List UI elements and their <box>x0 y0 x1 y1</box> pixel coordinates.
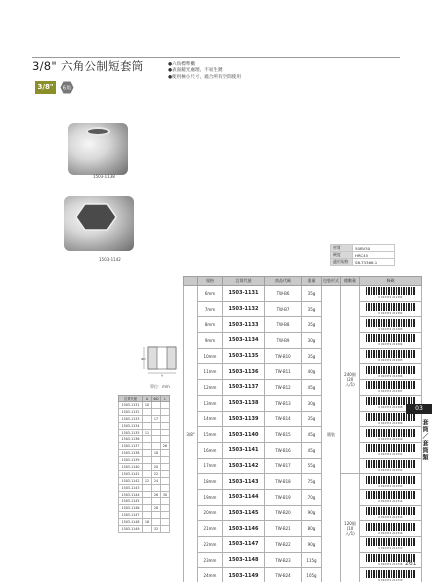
dim-code-cell: 1503-1138 <box>119 450 143 457</box>
photo-caption: 1503-1142 <box>99 257 121 262</box>
order-code-cell: 1503-1137 <box>223 380 265 396</box>
dim-col-l: L <box>161 396 170 402</box>
barcode-digits: 6 912372 211315 <box>378 515 403 519</box>
product-photo-small-socket <box>68 123 128 175</box>
barcode-cell <box>360 505 422 521</box>
weight-cell: 70g <box>302 489 322 505</box>
item-code-cell: TW-B22 <box>265 537 302 553</box>
dim-table-row <box>119 477 170 484</box>
dim-table-row <box>119 505 170 512</box>
table-row <box>184 521 422 537</box>
dim-d-cell <box>152 402 161 409</box>
order-code-cell: 1503-1143 <box>223 474 265 490</box>
barcode-graphic <box>366 570 416 578</box>
dim-a-cell: 16 <box>143 519 152 526</box>
spec-row <box>331 252 395 259</box>
barcode-cell <box>360 333 422 349</box>
barcode-digits: 6 912372 211304 <box>378 343 403 347</box>
dim-a-cell: 12 <box>143 477 152 484</box>
unit-label: 單位：mm <box>150 384 170 389</box>
dim-code-cell: 1503-1135 <box>119 429 143 436</box>
dim-table-row <box>119 512 170 519</box>
quantity-label: 240個 (20入/1) <box>344 372 356 388</box>
size-cell: 16mm <box>198 442 223 458</box>
size-cell: 18mm <box>198 474 223 490</box>
dim-code-cell: 1503-1143 <box>119 484 143 491</box>
feature-item: ●六角標準橢 <box>168 62 195 67</box>
barcode-graphic <box>366 507 416 515</box>
order-code-cell: 1503-1144 <box>223 489 265 505</box>
order-code-cell: 1503-1138 <box>223 395 265 411</box>
dimension-label-d: ΦD <box>141 357 146 361</box>
item-code-cell: TW-B11 <box>265 364 302 380</box>
dim-d-cell: 20 <box>152 464 161 471</box>
dim-table-row <box>119 464 170 471</box>
dim-a-cell: 10 <box>143 402 152 409</box>
size-cell: 14mm <box>198 411 223 427</box>
barcode-digits: 6 912372 211307 <box>378 390 403 394</box>
weight-cell: 30g <box>302 333 322 349</box>
item-code-cell: TW-B10 <box>265 348 302 364</box>
dim-l-cell <box>161 415 170 422</box>
hex-type-icon <box>60 81 74 94</box>
barcode-digits: 6 912372 211314 <box>378 500 403 504</box>
dim-code-cell: 1503-1136 <box>119 436 143 443</box>
barcode-digits: 6 912372 211318 <box>378 563 403 567</box>
dim-table-row <box>119 526 170 533</box>
order-code-cell: 1503-1149 <box>223 568 265 582</box>
drive-size-cell: 3/8" <box>184 286 198 582</box>
dim-d-cell: 32 <box>152 526 161 533</box>
order-code-cell: 1503-1142 <box>223 458 265 474</box>
col-header-item-code: 商品代碼 <box>265 277 302 286</box>
size-cell: 10mm <box>198 348 223 364</box>
size-cell: 17mm <box>198 458 223 474</box>
dim-col-a: A <box>143 396 152 402</box>
dim-l-cell <box>161 477 170 484</box>
barcode-graphic <box>366 491 416 499</box>
barcode-cell <box>360 474 422 490</box>
dim-code-cell: 1503-1139 <box>119 457 143 464</box>
dim-l-cell <box>161 450 170 457</box>
dim-code-cell: 1503-1142 <box>119 477 143 484</box>
dim-l-cell: 30 <box>161 491 170 498</box>
dim-code-cell: 1503-1145 <box>119 498 143 505</box>
barcode-graphic <box>366 429 416 437</box>
dim-a-cell <box>143 491 152 498</box>
dim-table-row <box>119 429 170 436</box>
item-code-cell: TW-B13 <box>265 395 302 411</box>
dim-a-cell <box>143 526 152 533</box>
item-code-cell: TW-B12 <box>265 380 302 396</box>
size-cell: 23mm <box>198 552 223 568</box>
item-code-cell: TW-B14 <box>265 411 302 427</box>
hex-type-label: 6角 <box>62 85 72 92</box>
dim-table-row <box>119 436 170 443</box>
item-code-cell: TW-B15 <box>265 427 302 443</box>
dim-table-row <box>119 484 170 491</box>
table-row <box>184 333 422 349</box>
col-header-quantity: 總數量 <box>341 277 360 286</box>
size-cell: 15mm <box>198 427 223 443</box>
barcode-digits: 6 912372 211309 <box>378 421 403 425</box>
dim-a-cell <box>143 422 152 429</box>
barcode-graphic <box>366 460 416 468</box>
page-number: 261 <box>405 560 417 567</box>
dim-d-cell <box>152 457 161 464</box>
barcode-graphic <box>366 381 416 389</box>
barcode-cell <box>360 348 422 364</box>
table-row <box>184 458 422 474</box>
item-code-cell: TW-B21 <box>265 521 302 537</box>
dim-table-row <box>119 415 170 422</box>
weight-cell: 45g <box>302 427 322 443</box>
barcode-digits: 6 912372 211316 <box>378 531 403 535</box>
barcode-digits: 6 912372 211310 <box>378 437 403 441</box>
weight-cell: 35g <box>302 317 322 333</box>
weight-cell: 35g <box>302 286 322 302</box>
socket-dimension-diagram <box>128 339 183 377</box>
dim-l-cell <box>161 464 170 471</box>
weight-cell: 45g <box>302 380 322 396</box>
weight-cell: 55g <box>302 458 322 474</box>
order-code-cell: 1503-1145 <box>223 505 265 521</box>
col-header-order-code: 訂貨代號 <box>223 277 265 286</box>
barcode-graphic <box>366 287 416 295</box>
order-code-cell: 1503-1148 <box>223 552 265 568</box>
item-code-cell: TW-B19 <box>265 489 302 505</box>
table-header-row <box>184 277 422 286</box>
section-tab-label: 套筒／套筒類 <box>421 419 428 461</box>
size-cell: 22mm <box>198 537 223 553</box>
table-row <box>184 552 422 568</box>
order-code-cell: 1503-1146 <box>223 521 265 537</box>
dim-a-cell <box>143 408 152 415</box>
dim-code-cell: 1503-1148 <box>119 519 143 526</box>
barcode-cell <box>360 364 422 380</box>
barcode-digits: 6 912372 211319 <box>378 578 403 582</box>
barcode-graphic <box>366 476 416 484</box>
table-row <box>184 364 422 380</box>
size-cell: 9mm <box>198 333 223 349</box>
photo-caption: 1503-1138 <box>93 174 115 179</box>
dim-l-cell: 26 <box>161 443 170 450</box>
dim-a-cell <box>143 457 152 464</box>
barcode-graphic <box>366 413 416 421</box>
dim-l-cell <box>161 436 170 443</box>
barcode-graphic <box>366 319 416 327</box>
dim-d-cell: 28 <box>152 505 161 512</box>
size-cell: 13mm <box>198 395 223 411</box>
dim-code-cell: 1503-1137 <box>119 443 143 450</box>
size-cell: 24mm <box>198 568 223 582</box>
dim-table-row <box>119 519 170 526</box>
dim-code-cell: 1503-1134 <box>119 422 143 429</box>
order-code-cell: 1503-1132 <box>223 301 265 317</box>
weight-cell: 40g <box>302 364 322 380</box>
feature-list <box>168 62 241 81</box>
size-cell: 8mm <box>198 317 223 333</box>
item-code-cell: TW-B16 <box>265 442 302 458</box>
weight-cell: 35g <box>302 348 322 364</box>
order-code-cell: 1503-1134 <box>223 333 265 349</box>
dim-table-row <box>119 408 170 415</box>
dim-code-cell: 1503-1146 <box>119 505 143 512</box>
size-cell: 6mm <box>198 286 223 302</box>
dim-table-row <box>119 450 170 457</box>
barcode-digits: 6 912372 211303 <box>378 327 403 331</box>
barcode-graphic <box>366 366 416 374</box>
barcode-cell <box>360 489 422 505</box>
dim-l-cell <box>161 512 170 519</box>
dim-d-cell <box>152 519 161 526</box>
product-table <box>183 276 422 582</box>
dim-a-cell <box>143 484 152 491</box>
size-cell: 7mm <box>198 301 223 317</box>
dim-l-cell <box>161 408 170 415</box>
item-code-cell: TW-B24 <box>265 568 302 582</box>
dim-table-row <box>119 491 170 498</box>
table-row <box>184 380 422 396</box>
dim-code-cell: 1503-1149 <box>119 526 143 533</box>
table-row <box>184 348 422 364</box>
section-tab[interactable]: 03 <box>406 404 432 414</box>
order-code-cell: 1503-1135 <box>223 348 265 364</box>
feature-item: ●使用極小尺寸，適合所有空間使用 <box>168 74 241 80</box>
dim-d-cell <box>152 512 161 519</box>
dim-code-cell: 1503-1140 <box>119 464 143 471</box>
order-code-cell: 1503-1147 <box>223 537 265 553</box>
order-code-cell: 1503-1139 <box>223 411 265 427</box>
order-code-cell: 1503-1131 <box>223 286 265 302</box>
weight-cell: 35g <box>302 301 322 317</box>
barcode-graphic <box>366 303 416 311</box>
item-code-cell: TW-B9 <box>265 333 302 349</box>
table-row <box>184 489 422 505</box>
barcode-graphic <box>366 444 416 452</box>
weight-cell: 105g <box>302 568 322 582</box>
table-row <box>184 474 422 490</box>
barcode-cell <box>360 380 422 396</box>
quantity-cell <box>341 286 360 474</box>
spec-value: 50BV30 <box>353 245 395 252</box>
barcode-cell <box>360 568 422 582</box>
dim-code-cell: 1503-1144 <box>119 491 143 498</box>
dim-a-cell <box>143 436 152 443</box>
table-row <box>184 427 422 443</box>
dim-d-cell <box>152 484 161 491</box>
table-row <box>184 301 422 317</box>
barcode-digits: 6 912372 211306 <box>378 374 403 378</box>
weight-cell: 45g <box>302 442 322 458</box>
dim-a-cell <box>143 443 152 450</box>
spec-key: 適用規格 <box>331 259 353 266</box>
weight-cell: 90g <box>302 505 322 521</box>
dim-col-d: ΦD <box>153 396 159 401</box>
dim-d-cell <box>152 436 161 443</box>
spec-row <box>331 259 395 266</box>
table-row <box>184 286 422 302</box>
barcode-digits: 6 912372 211317 <box>378 547 403 551</box>
dimension-table <box>118 395 170 533</box>
weight-cell: 75g <box>302 474 322 490</box>
spec-value: HRC45 <box>353 252 395 259</box>
col-header-barcode: 條碼 <box>360 277 422 286</box>
barcode-graphic <box>366 350 416 358</box>
barcode-graphic <box>366 523 416 531</box>
weight-cell: 80g <box>302 521 322 537</box>
dim-d-cell <box>152 429 161 436</box>
order-code-cell: 1503-1141 <box>223 442 265 458</box>
table-row <box>184 568 422 582</box>
spec-key: 硬度 <box>331 252 353 259</box>
dim-l-cell <box>161 457 170 464</box>
table-row <box>184 505 422 521</box>
barcode-digits: 6 912372 211312 <box>378 468 403 472</box>
table-row <box>184 537 422 553</box>
dim-table-row <box>119 402 170 409</box>
dim-l-cell <box>161 402 170 409</box>
dim-l-cell <box>161 429 170 436</box>
dim-d-cell: 24 <box>152 477 161 484</box>
drive-size-badge: 3/8" <box>35 81 56 94</box>
dim-a-cell <box>143 512 152 519</box>
item-code-cell: TW-B8 <box>265 317 302 333</box>
barcode-digits: 6 912372 211311 <box>378 453 403 457</box>
barcode-digits: 6 912372 211308 <box>378 406 403 410</box>
dim-a-cell: 11 <box>143 429 152 436</box>
dimension-label-a: A <box>161 373 164 377</box>
col-header-package: 包裝形式 <box>322 277 341 286</box>
dim-d-cell: 22 <box>152 470 161 477</box>
size-cell: 20mm <box>198 505 223 521</box>
barcode-cell <box>360 286 422 302</box>
item-code-cell: TW-B18 <box>265 474 302 490</box>
barcode-digits: 6 912372 211305 <box>378 359 403 363</box>
table-row <box>184 395 422 411</box>
dim-table-row <box>119 422 170 429</box>
dim-a-cell <box>143 470 152 477</box>
item-code-cell: TW-B7 <box>265 301 302 317</box>
item-code-cell: TW-B6 <box>265 286 302 302</box>
dim-l-cell <box>161 505 170 512</box>
quantity-label: 120個 (10入/1) <box>344 521 356 537</box>
order-code-cell: 1503-1133 <box>223 317 265 333</box>
spec-row <box>331 245 395 252</box>
dim-a-cell <box>143 415 152 422</box>
item-code-cell: TW-B23 <box>265 552 302 568</box>
dim-code-cell: 1503-1132 <box>119 408 143 415</box>
dim-l-cell <box>161 498 170 505</box>
dim-code-cell: 1503-1131 <box>119 402 143 409</box>
dim-d-cell: 17 <box>152 415 161 422</box>
table-row <box>184 317 422 333</box>
barcode-cell <box>360 521 422 537</box>
barcode-digits: 6 912372 211301 <box>378 296 403 300</box>
dim-table-row <box>119 470 170 477</box>
dim-d-cell <box>152 422 161 429</box>
dim-a-cell <box>143 498 152 505</box>
weight-cell: 35g <box>302 411 322 427</box>
page-title: 3/8" 六角公制短套筒 <box>32 59 144 73</box>
size-cell: 11mm <box>198 364 223 380</box>
table-row <box>184 411 422 427</box>
dim-l-cell <box>161 422 170 429</box>
dim-l-cell <box>161 526 170 533</box>
barcode-graphic <box>366 334 416 342</box>
feature-item: ●表面鏡光處理、不易生銹 <box>168 68 223 74</box>
dim-a-cell <box>143 505 152 512</box>
barcode-digits: 6 912372 211302 <box>378 312 403 316</box>
barcode-digits: 6 912372 211313 <box>378 484 403 488</box>
dim-a-cell <box>143 464 152 471</box>
dim-l-cell <box>161 484 170 491</box>
col-header-weight: 重量 <box>302 277 322 286</box>
dim-code-cell: 1503-1133 <box>119 415 143 422</box>
hex-opening-icon <box>74 202 118 232</box>
dim-code-cell: 1503-1141 <box>119 470 143 477</box>
dim-d-cell <box>152 443 161 450</box>
barcode-cell <box>360 317 422 333</box>
size-cell: 19mm <box>198 489 223 505</box>
dim-table-row <box>119 457 170 464</box>
dim-d-cell <box>152 498 161 505</box>
order-code-cell: 1503-1136 <box>223 364 265 380</box>
dim-l-cell <box>161 519 170 526</box>
dim-d-cell <box>152 408 161 415</box>
order-code-cell: 1503-1140 <box>223 427 265 443</box>
col-header-drive <box>184 277 198 286</box>
item-code-cell: TW-B17 <box>265 458 302 474</box>
product-photo-large-socket <box>64 196 134 251</box>
dim-col-code: 訂貨代號 <box>119 396 143 402</box>
dim-a-cell <box>143 450 152 457</box>
dim-d-cell: 18 <box>152 450 161 457</box>
table-row <box>184 442 422 458</box>
barcode-cell <box>360 301 422 317</box>
spec-key: 材質 <box>331 245 353 252</box>
dim-table-row <box>119 498 170 505</box>
weight-cell: 30g <box>302 395 322 411</box>
spec-value: SB-T3366.1 <box>353 259 395 266</box>
col-header-size: 規格 <box>198 277 223 286</box>
dim-d-cell: 26 <box>152 491 161 498</box>
barcode-graphic <box>366 538 416 546</box>
weight-cell: 115g <box>302 552 322 568</box>
item-code-cell: TW-B20 <box>265 505 302 521</box>
dim-code-cell: 1503-1147 <box>119 512 143 519</box>
barcode-cell <box>360 537 422 553</box>
size-cell: 21mm <box>198 521 223 537</box>
dim-table-row <box>119 443 170 450</box>
weight-cell: 90g <box>302 537 322 553</box>
size-cell: 12mm <box>198 380 223 396</box>
package-cell: 簡裝 <box>322 286 341 582</box>
dim-l-cell <box>161 470 170 477</box>
quantity-cell <box>341 474 360 582</box>
spec-table <box>330 244 395 266</box>
